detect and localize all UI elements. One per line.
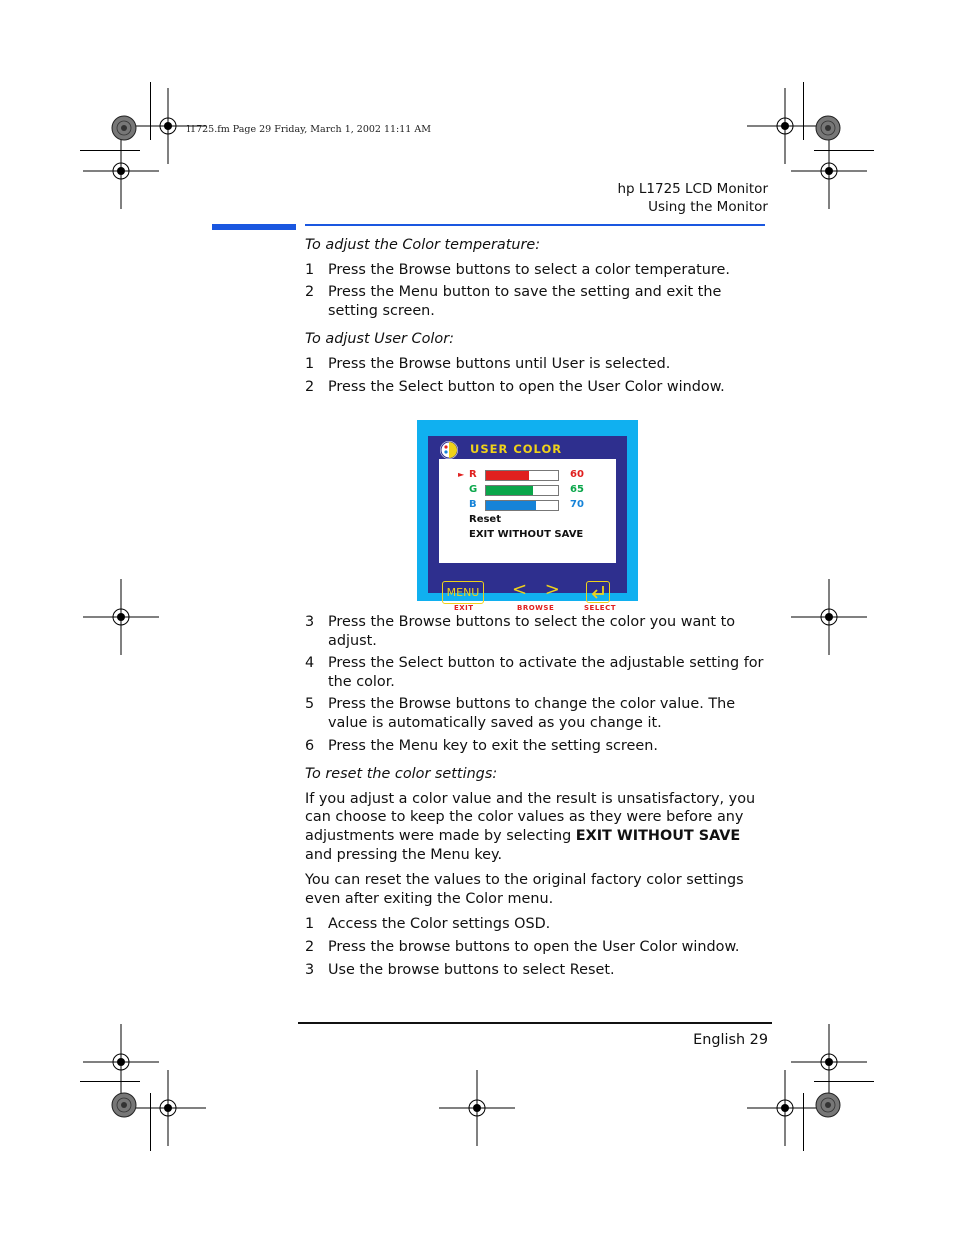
paragraph-reset-intro: If you adjust a color value and the result is unsatisfactory, you can choose to keep the color values as they were before any adjustments were made by selecting EXIT WITHOUT SAVE and pressing the Menu key. <box>305 790 756 863</box>
list-user-color <box>305 355 767 396</box>
caption-browse: BROWSE <box>517 604 555 612</box>
osd-channel-r[interactable] <box>439 467 616 482</box>
list-item: 2 Press the browse buttons to open the User Color window. <box>305 938 740 955</box>
footer-rule <box>298 1022 772 1024</box>
channel-label: B <box>469 499 477 510</box>
list-item: 4 Press the Select button to activate the adjustable setting for the color. <box>305 655 764 690</box>
inline-exit-without-save: EXIT WITHOUT SAVE <box>575 827 741 844</box>
channel-slider[interactable] <box>485 470 559 481</box>
channel-value: 65 <box>570 484 584 495</box>
list-item: 6 Press the Menu key to exit the setting screen. <box>305 737 658 754</box>
osd-window <box>428 436 627 612</box>
heading-user-color: To adjust User Color: <box>305 331 454 348</box>
paragraph-reset-factory: You can reset the values to the original factory color settings even after exiting the Color menu. <box>305 872 744 907</box>
menu-button[interactable]: MENU <box>442 581 484 604</box>
list-user-color-continued <box>305 613 767 755</box>
list-color-temperature <box>305 261 767 321</box>
osd-settings-panel <box>439 459 616 563</box>
list-item: 1 Press the Browse buttons to select a color temperature. <box>305 261 730 278</box>
list-item: 3 Use the browse buttons to select Reset. <box>305 961 615 978</box>
channel-label: G <box>469 484 478 495</box>
list-item: 2 Press the Menu button to save the setting and exit the setting screen. <box>305 284 722 319</box>
caption-select: SELECT <box>584 604 616 612</box>
list-reset <box>305 915 767 979</box>
page-body <box>305 236 767 400</box>
osd-exit-without-save-option[interactable]: EXIT WITHOUT SAVE <box>469 529 584 540</box>
print-slug: l1725.fm Page 29 Friday, March 1, 2002 11:11 AM <box>187 124 431 135</box>
caption-exit: EXIT <box>454 604 474 612</box>
running-head-title: hp L1725 LCD Monitor <box>617 181 768 197</box>
running-head-section: Using the Monitor <box>648 199 768 215</box>
channel-slider[interactable] <box>485 485 559 496</box>
slider-fill <box>486 471 529 480</box>
selection-pointer-icon: ► <box>458 470 465 479</box>
enter-arrow-icon <box>587 582 609 602</box>
list-item: 5 Press the Browse buttons to change the color value. The value is automatically saved as you change it. <box>305 696 736 731</box>
user-color-osd-figure <box>417 420 638 612</box>
section-accent-bar <box>212 224 296 230</box>
osd-title: USER COLOR <box>470 442 563 456</box>
list-item: 1 Access the Color settings OSD. <box>305 916 551 933</box>
list-item: 3 Press the Browse buttons to select the color you want to adjust. <box>305 614 736 649</box>
channel-value: 60 <box>570 469 584 480</box>
running-head <box>617 180 768 216</box>
osd-channel-b[interactable] <box>439 497 616 512</box>
slider-fill <box>486 501 536 510</box>
channel-slider[interactable] <box>485 500 559 511</box>
slider-fill <box>486 486 533 495</box>
heading-color-temperature: To adjust the Color temperature: <box>305 237 541 253</box>
heading-reset-color: To reset the color settings: <box>305 766 498 783</box>
page-number: English 29 <box>693 1032 768 1048</box>
color-palette-icon <box>440 441 458 459</box>
page-body-continued <box>305 613 767 983</box>
browse-arrows-icon[interactable]: < > <box>512 579 566 600</box>
header-rule <box>305 224 765 226</box>
select-button[interactable] <box>586 581 610 603</box>
osd-reset-option[interactable]: Reset <box>469 514 501 525</box>
channel-value: 70 <box>570 499 584 510</box>
osd-channel-g[interactable] <box>439 482 616 497</box>
list-item: 2 Press the Select button to open the User Color window. <box>305 378 725 395</box>
list-item: 1 Press the Browse buttons until User is selected. <box>305 355 671 372</box>
channel-label: R <box>469 469 477 480</box>
